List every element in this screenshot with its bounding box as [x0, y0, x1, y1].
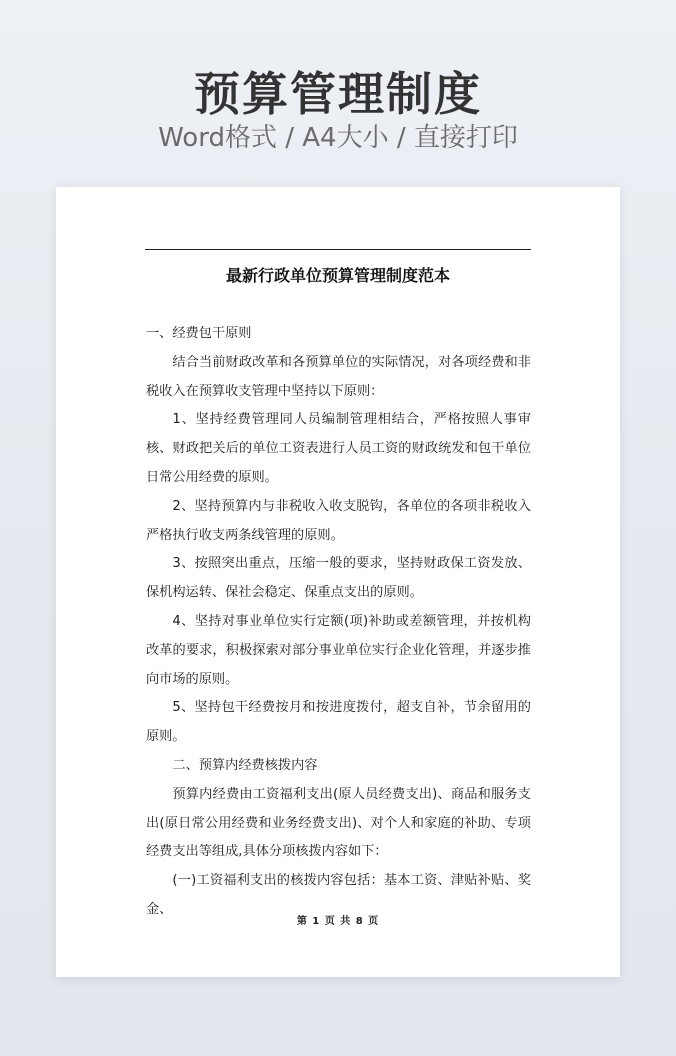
document-title: 最新行政单位预算管理制度范本: [225, 266, 450, 285]
body-paragraph: 5、坚持包干经费按月和按进度拨付，超支自补，节余留用的原则。: [146, 700, 531, 745]
banner-subtitle: Word格式 / A4大小 / 直接打印: [158, 123, 518, 153]
section-heading: 二、预算内经费核拨内容: [172, 757, 318, 773]
banner-title: 预算管理制度: [194, 67, 482, 121]
body-paragraph: 2、坚持预算内与非税收入收支脱钩，各单位的各项非税收入严格执行收支两条线管理的原则。: [146, 498, 531, 543]
document-body: [146, 320, 531, 925]
section-heading: 一、经费包干原则: [146, 326, 252, 341]
body-paragraph: 预算内经费由工资福利支出(原人员经费支出)、商品和服务支出(原日常公用经费和业务经费支出)、对个人和家庭的补助、专项经费支出等组成,具体分项核拨内容如下：: [146, 786, 531, 860]
body-paragraph: 3、按照突出重点，压缩一般的要求，坚持财政保工资发放、保机构运转、保社会稳定、保重点支出的原则。: [146, 556, 531, 601]
page-number: 第 1 页 共 8 页: [296, 916, 380, 927]
body-paragraph: 1、坚持经费管理同人员编制管理相结合，严格按照人事审核、财政把关后的单位工资表进行人员工资的财政统发和包干单位日常公用经费的原则。: [146, 412, 531, 485]
body-paragraph: 4、坚持对事业单位实行定额(项)补助或差额管理，并按机构改革的要求，积极探索对部分事业单位实行企业化管理，并逐步推向市场的原则。: [146, 613, 531, 687]
body-paragraph: (一)工资福利支出的核拨内容包括：基本工资、津贴补贴、奖金、: [146, 873, 531, 917]
body-paragraph: 结合当前财政改革和各预算单位的实际情况，对各项经费和非税收入在预算收支管理中坚持以下原则：: [146, 354, 531, 399]
header-rule: [145, 249, 531, 250]
document-page: [56, 187, 620, 977]
